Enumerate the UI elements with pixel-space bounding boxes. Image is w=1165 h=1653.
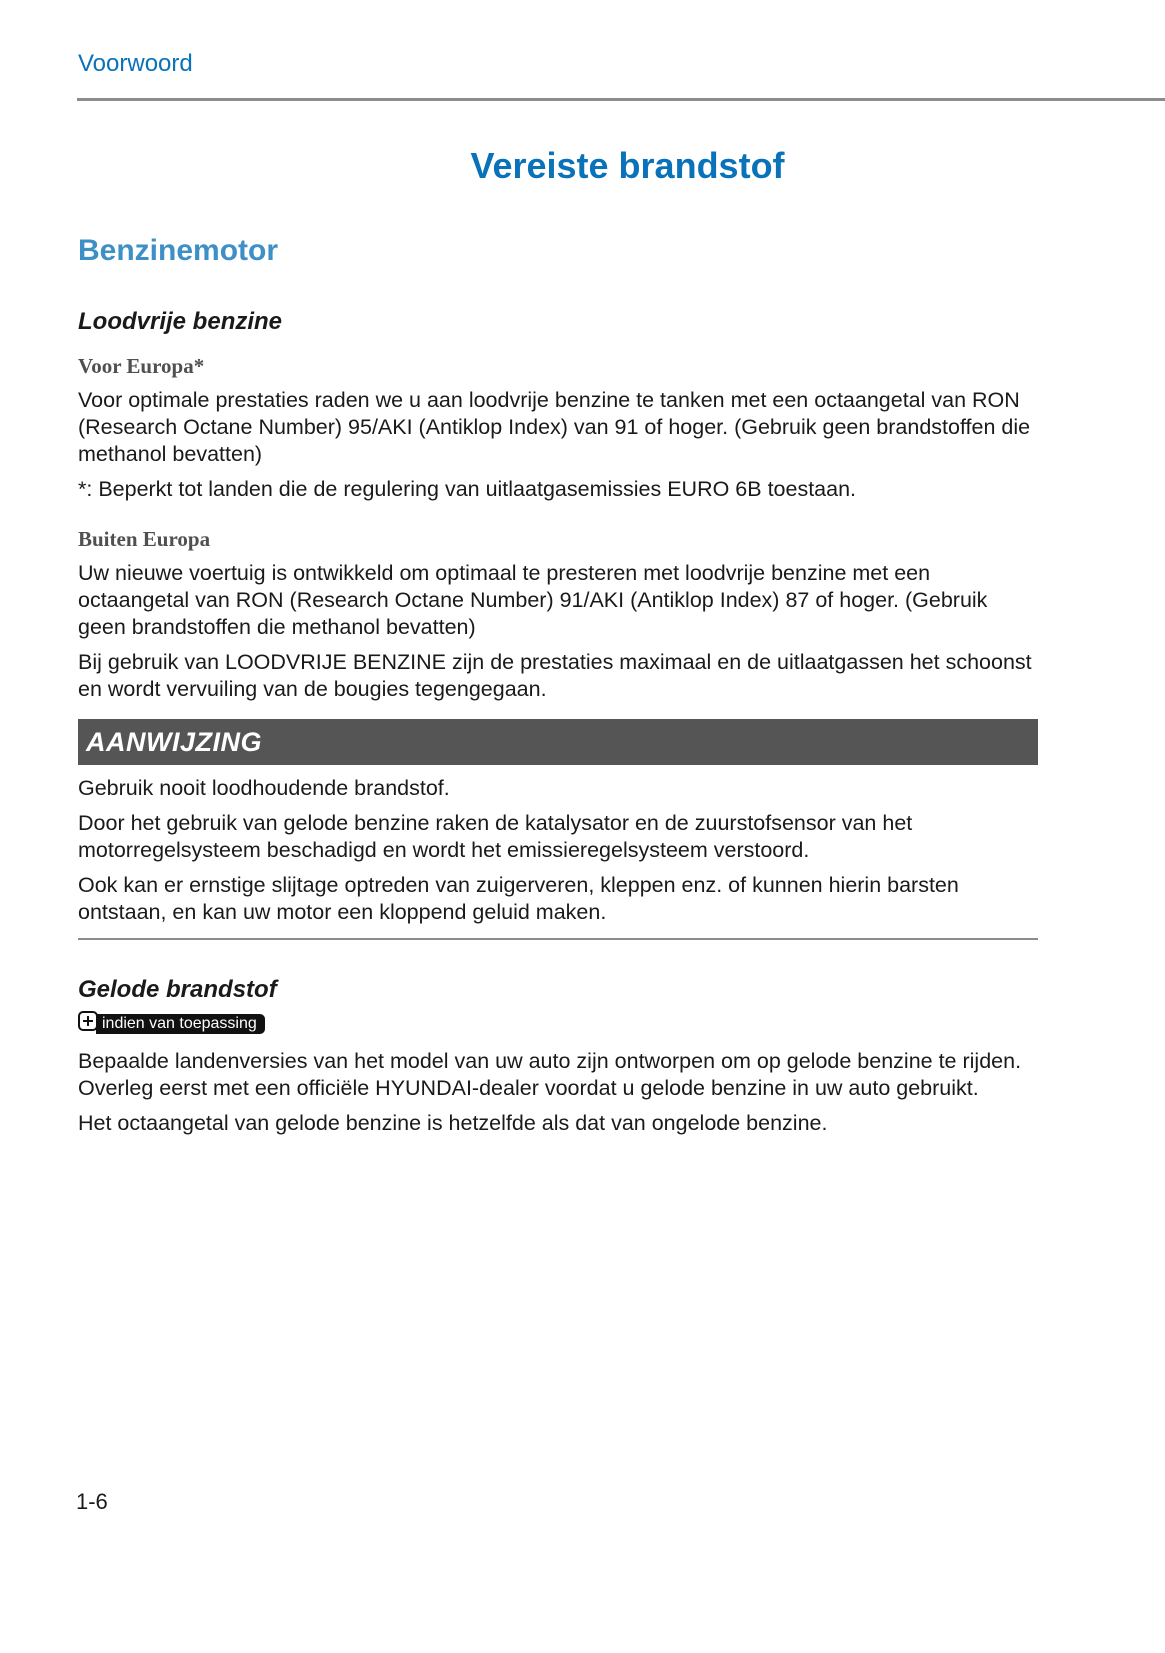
notice-paragraph: Ook kan er ernstige slijtage optreden van zuigerveren, kleppen enz. of kunnen hierin barsten ontstaan, en kan uw motor een kloppend geluid maken. [78, 873, 959, 924]
plus-icon [78, 1011, 98, 1031]
europe-footnote: *: Beperkt tot landen die de regulering van uitlaatgasemissies EURO 6B toestaan. [78, 477, 857, 501]
notice-title-bar: AANWIJZING [78, 719, 1038, 765]
unleaded-heading: Loodvrije benzine [78, 308, 283, 335]
header-divider [77, 98, 1165, 101]
outside-europe-paragraph: Uw nieuwe voertuig is ontwikkeld om optimaal te presteren met loodvrije benzine met een octaangetal van RON (Research Octane Number) 91/AKI (Antiklop Index) 87 of hoger. (Gebruik geen brandstoffen die methanol bevatten) [78, 561, 988, 639]
leaded-paragraph: Bepaalde landenversies van het model van uw auto zijn ontworpen om op gelode benzine te rijden. Overleg eerst met een officiële HYUNDAI-dealer voordat u gelode benzine in uw auto gebruikt. [78, 1049, 1022, 1100]
europe-paragraph: Voor optimale prestaties raden we u aan loodvrije benzine te tanken met een octaangetal van RON (Research Octane Number) 95/AKI (Antiklop Index) van 91 of hoger. (Gebruik geen brandstoffen die methanol bevatten) [78, 388, 1031, 466]
main-content [78, 308, 1038, 1145]
page-title: Vereiste brandstof [470, 145, 785, 186]
applicability-badge-label: indien van toepassing [96, 1014, 265, 1034]
page-number: 1-6 [76, 1489, 108, 1514]
leaded-heading: Gelode brandstof [78, 976, 277, 1003]
notice-paragraph: Gebruik nooit loodhoudende brandstof. [78, 776, 450, 800]
europe-label: Voor Europa* [78, 354, 205, 378]
outside-europe-label: Buiten Europa [78, 527, 211, 551]
section-title: Benzinemotor [78, 234, 279, 267]
applicability-badge [78, 1008, 265, 1034]
header-section-label: Voorwoord [78, 50, 193, 77]
outside-europe-paragraph-2: Bij gebruik van LOODVRIJE BENZINE zijn de prestaties maximaal en de uitlaatgassen het schoonst en wordt vervuiling van de bougies tegengegaan. [78, 650, 1032, 701]
notice-paragraph: Door het gebruik van gelode benzine raken de katalysator en de zuurstofsensor van het motorregelsysteem beschadigd en wordt het emissieregelsysteem verstoord. [78, 811, 913, 862]
notice-divider [78, 938, 1038, 940]
leaded-paragraph: Het octaangetal van gelode benzine is hetzelfde als dat van ongelode benzine. [78, 1111, 828, 1135]
